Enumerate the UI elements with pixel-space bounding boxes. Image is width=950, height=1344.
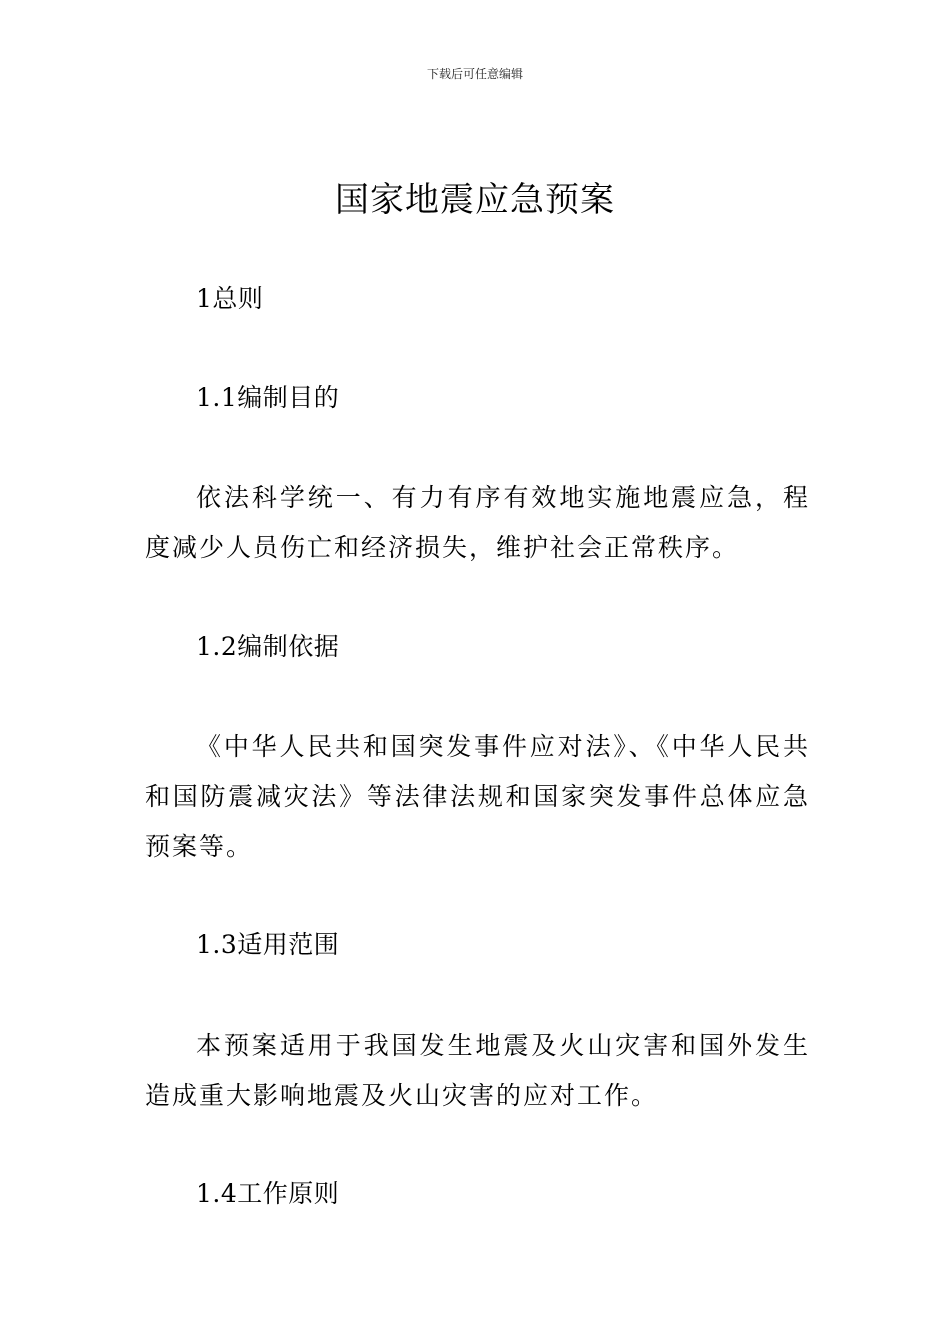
paragraph-1-1: 依法科学统一、有力有序有效地实施地震应急，程度减少人员伤亡和经济损失，维护社会正常秩序。: [145, 483, 810, 562]
section-heading-1-1: 1.1编制目的: [196, 383, 340, 412]
section-heading-1-2: 1.2编制依据: [196, 632, 340, 661]
paragraph-1-3: 本预案适用于我国发生地震及火山灾害和国外发生造成重大影响地震及火山灾害的应对工作。: [145, 1031, 810, 1110]
section-heading-1-3: 1.3适用范围: [196, 930, 340, 959]
section-heading-1-4: 1.4工作原则: [196, 1179, 340, 1208]
paragraph-1-2: 《中华人民共和国突发事件应对法》、《中华人民共和国防震减灾法》等法律法规和国家突发事件总体应急预案等。: [145, 732, 810, 861]
header-note: 下载后可任意编辑: [426, 67, 523, 81]
document-title: 国家地震应急预案: [335, 180, 615, 220]
section-heading-1: 1总则: [196, 284, 264, 313]
